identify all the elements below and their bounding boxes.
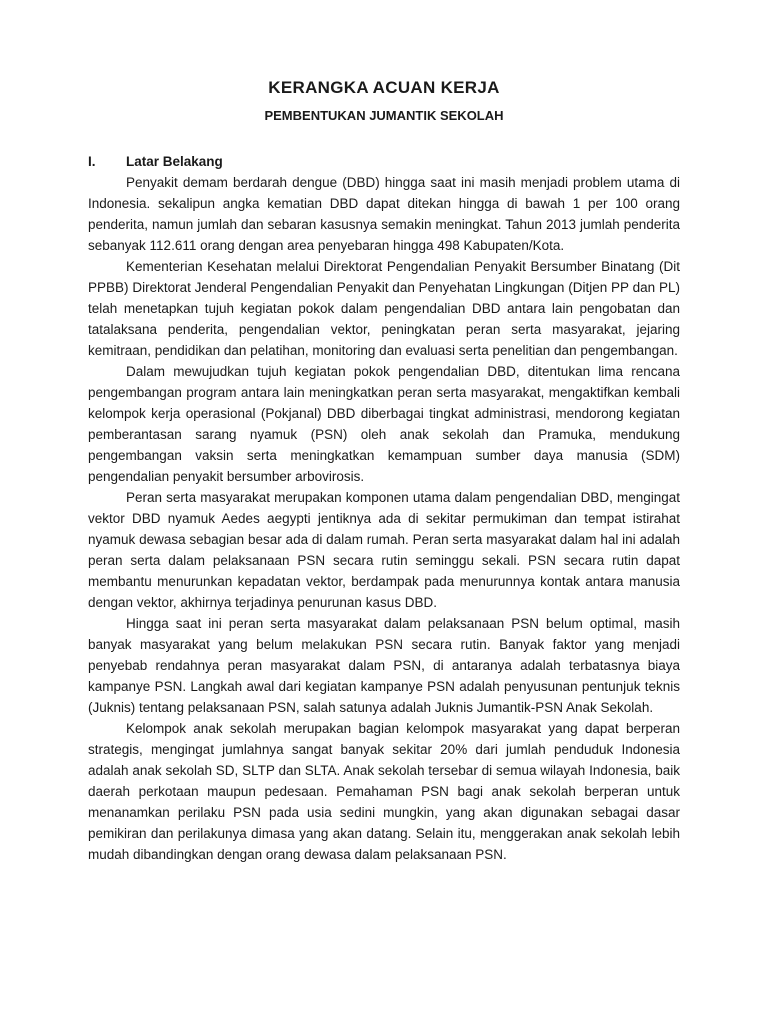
section-number: I. — [88, 154, 96, 169]
paragraph-3: Dalam mewujudkan tujuh kegiatan pokok pengendalian DBD, ditentukan lima rencana pengembangan program antara lain meningkatkan peran serta masyarakat, mengaktifkan kembali kelompok kerja operasional (Pokjanal) DBD diberbagai tingkat administrasi, mendorong kegiatan pemberantasan sarang nyamuk (PSN) oleh anak sekolah dan Pramuka, mendukung pengembangan vaksin serta meningkatkan kemampuan sumber daya manusia (SDM) pengendalian penyakit bersumber arbovirosis. — [88, 364, 680, 484]
paragraph-5: Hingga saat ini peran serta masyarakat dalam pelaksanaan PSN belum optimal, masih banyak masyarakat yang belum melakukan PSN secara rutin. Banyak faktor yang menjadi penyebab rendahnya peran masyarakat dalam PSN, di antaranya adalah terbatasnya biaya kampanye PSN. Langkah awal dari kegiatan kampanye PSN adalah penyusunan pentunjuk teknis (Juknis) tentang pelaksanaan PSN, salah satunya adalah Juknis Jumantik-PSN Anak Sekolah. — [88, 616, 680, 715]
document-subtitle: PEMBENTUKAN JUMANTIK SEKOLAH — [264, 108, 504, 123]
paragraph-1: Penyakit demam berdarah dengue (DBD) hingga saat ini masih menjadi problem utama di Indonesia. sekalipun angka kematian DBD dapat ditekan hingga di bawah 1 per 100 orang penderita, namun jumlah dan sebaran kasusnya semakin meningkat. Tahun 2013 jumlah penderita sebanyak 112.611 orang dengan area penyebaran hingga 498 Kabupaten/Kota. — [88, 175, 680, 253]
section-heading — [88, 151, 680, 172]
paragraph-6: Kelompok anak sekolah merupakan bagian kelompok masyarakat yang dapat berperan strategis, mengingat jumlahnya sangat banyak sekitar 20% dari jumlah penduduk Indonesia adalah anak sekolah SD, SLTP dan SLTA. Anak sekolah tersebar di semua wilayah Indonesia, baik daerah perkotaan maupun pedesaan. Pemahaman PSN bagi anak sekolah berperan untuk menanamkan perilaku PSN pada usia sedini mungkin, yang akan digunakan sebagai dasar pemikiran dan perilakunya dimasa yang akan datang. Selain itu, menggerakan anak sekolah lebih mudah dibandingkan dengan orang dewasa dalam pelaksanaan PSN. — [88, 721, 680, 862]
document-title: KERANGKA ACUAN KERJA — [268, 78, 500, 97]
section-title: Latar Belakang — [126, 154, 223, 169]
paragraph-4: Peran serta masyarakat merupakan komponen utama dalam pengendalian DBD, mengingat vektor DBD nyamuk Aedes aegypti jentiknya ada di sekitar permukiman dan tempat istirahat nyamuk dewasa sebagian besar ada di dalam rumah. Peran serta masyarakat dalam hal ini adalah peran serta dalam pelaksanaan PSN secara rutin seminggu sekali. PSN secara rutin dapat membantu menurunkan kepadatan vektor, berdampak pada menurunnya kontak antara manusia dengan vektor, akhirnya terjadinya penurunan kasus DBD. — [88, 490, 680, 610]
paragraph-2: Kementerian Kesehatan melalui Direktorat Pengendalian Penyakit Bersumber Binatang (Dit PPBB) Direktorat Jenderal Pengendalian Penyakit dan Penyehatan Lingkungan (Ditjen PP dan PL) telah menetapkan tujuh kegiatan pokok dalam pengendalian DBD antara lain pengobatan dan tatalaksana penderita, pengendalian vektor, peningkatan peran serta masyarakat, jejaring kemitraan, pendidikan dan pelatihan, monitoring dan evaluasi serta penelitian dan pengembangan. — [88, 259, 680, 358]
